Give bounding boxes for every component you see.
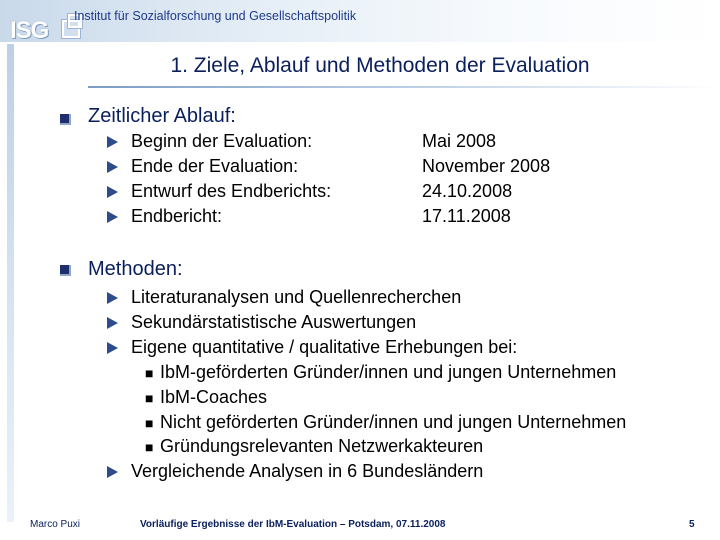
triangle-bullet-icon — [107, 136, 118, 148]
section-heading-methods: Methoden: — [88, 258, 183, 280]
square-bullet-icon — [60, 114, 71, 125]
timeline-value: Mai 2008 — [422, 131, 497, 151]
survey-group-item: Gründungsrelevanten Netzwerkakteuren — [160, 436, 484, 456]
title-divider — [88, 86, 720, 88]
page-number: 5 — [689, 519, 695, 530]
survey-group-item: IbM-Coaches — [160, 387, 268, 407]
triangle-bullet-icon — [107, 161, 118, 173]
method-item: Vergleichende Analysen in 6 Bundesländern — [131, 461, 484, 481]
square-bullet-icon — [60, 265, 71, 276]
small-square-bullet-icon: ■ — [145, 415, 154, 431]
triangle-bullet-icon — [107, 317, 118, 329]
triangle-bullet-icon — [107, 292, 118, 304]
small-square-bullet-icon: ■ — [145, 439, 154, 455]
timeline-label: Endbericht: — [131, 206, 223, 226]
timeline-value: November 2008 — [422, 156, 551, 176]
timeline-label: Entwurf des Endberichts: — [131, 181, 332, 201]
triangle-bullet-icon — [107, 466, 118, 478]
institute-name: Institut für Sozialforschung und Gesellschaftspolitik — [74, 9, 357, 23]
survey-group-item: Nicht geförderten Gründer/innen und jungen Unternehmen — [160, 412, 627, 432]
slide-title: 1. Ziele, Ablauf und Methoden der Evaluation — [170, 54, 590, 77]
section-heading-timeline: Zeitlicher Ablauf: — [88, 105, 236, 127]
small-square-bullet-icon: ■ — [145, 390, 154, 406]
method-item: Eigene quantitative / qualitative Erhebungen bei: — [131, 337, 518, 357]
logo-text: ISG — [10, 17, 49, 44]
triangle-bullet-icon — [107, 211, 118, 223]
timeline-label: Beginn der Evaluation: — [131, 131, 313, 151]
small-square-bullet-icon: ■ — [145, 365, 154, 381]
triangle-bullet-icon — [107, 186, 118, 198]
timeline-value: 24.10.2008 — [422, 181, 513, 201]
isg-logo — [8, 14, 80, 48]
survey-group-item: IbM-geförderten Gründer/innen und jungen Unternehmen — [160, 362, 617, 382]
footer-author: Marco Puxi — [30, 519, 81, 530]
method-item: Literaturanalysen und Quellenrecherchen — [131, 287, 462, 307]
timeline-label: Ende der Evaluation: — [131, 156, 299, 176]
left-accent-bar — [7, 44, 14, 522]
footer-center-text: Vorläufige Ergebnisse der IbM-Evaluation – Potsdam, 07.11.2008 — [140, 519, 446, 530]
method-item: Sekundärstatistische Auswertungen — [131, 312, 417, 332]
triangle-bullet-icon — [107, 342, 118, 354]
timeline-value: 17.11.2008 — [422, 206, 511, 226]
